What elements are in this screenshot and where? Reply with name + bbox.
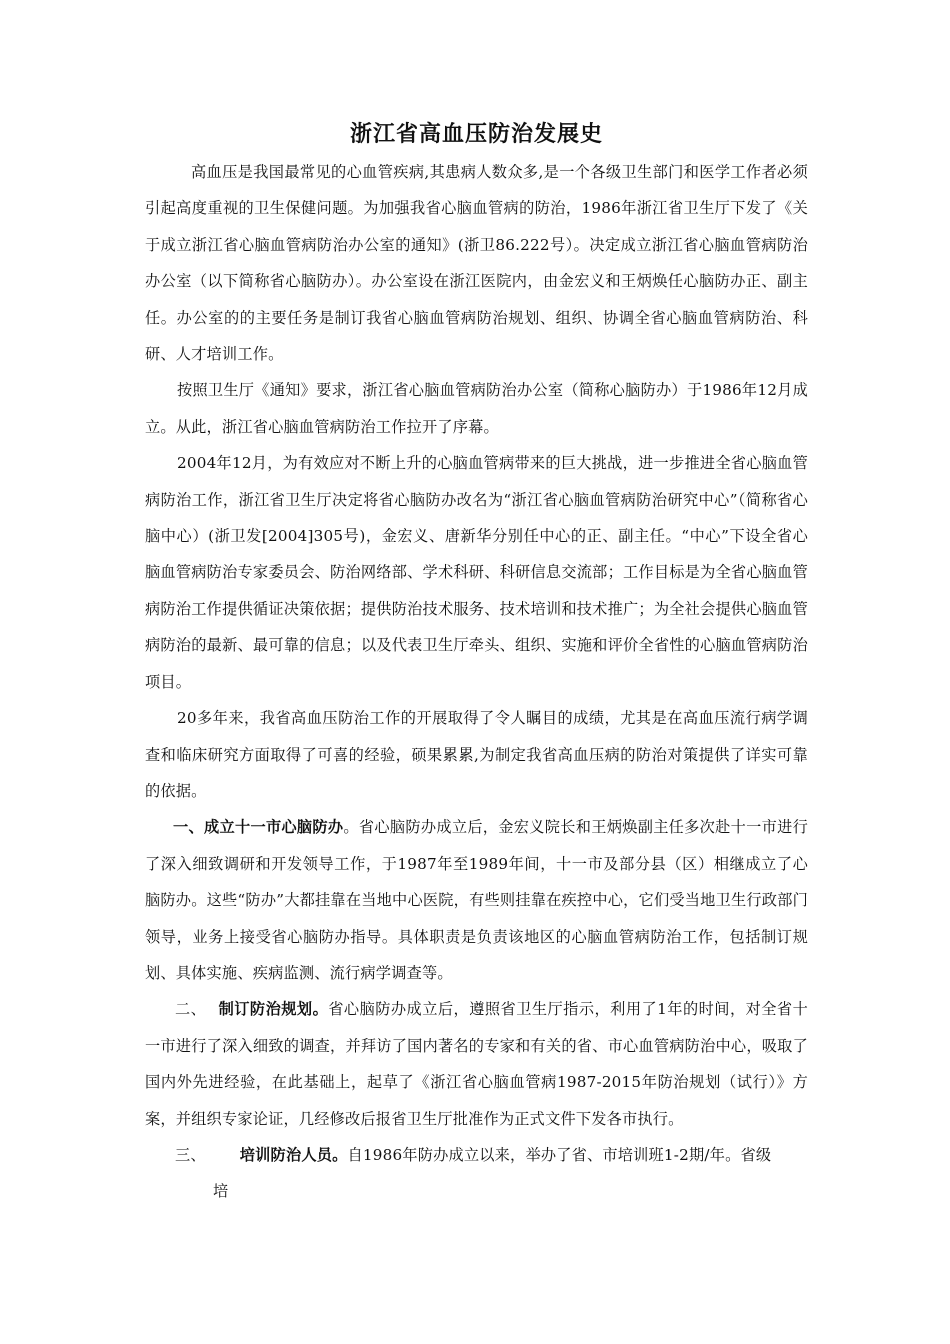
section-one-body: 省心脑防办成立后，金宏义院长和王炳焕副主任多次赴十一市进行了深入细致调研和开发领导工作，于1987年至1989年间，十一市及部分县（区）相继成立了心脑防办。这些“防办”大都挂靠在当地中心医院，有些则挂靠在疾控中心，它们受当地卫生行政部门领导，业务上接受省心脑防办指导。具体职责是负责该地区的心脑血管病防治工作，包括制订规划、具体实施、疾病监测、流行病学调查等。 [145,818,808,982]
trailing-text: 培 [213,1182,229,1201]
section-one-heading: 一、成立十一市心脑防办 [173,818,344,837]
section-two [145,991,808,1137]
section-three-heading: 培训防治人员。 [239,1145,348,1164]
paragraph-intro: 高血压是我国最常见的心血管疾病,其患病人数众多,是一个各级卫生部门和医学工作者必须引起高度重视的卫生保健问题。为加强我省心脑血管病的防治，1986年浙江省卫生厅下发了《关于成立浙江省心脑血管病防治办公室的通知》(浙卫86.222号）。决定成立浙江省心脑血管病防治办公室（以下简称省心脑防办）。办公室设在浙江医院内，由金宏义和王炳焕任心脑防办正、副主任。办公室的的主要任务是制订我省心脑血管病防治规划、组织、协调全省心脑血管病防治、科研、人才培训工作。 [145,163,808,364]
section-one-separator: 。 [343,818,359,837]
paragraph-achievements: 20多年来，我省高血压防治工作的开展取得了令人瞩目的成绩，尤其是在高血压流行病学调查和临床研究方面取得了可喜的经验，硕果累累,为制定我省高血压病的防治对策提供了详实可靠的依据。 [145,709,808,800]
section-one [145,809,808,991]
section-three-number: 三、 [175,1145,206,1164]
paragraph-rename-2004: 2004年12月，为有效应对不断上升的心脑血管病带来的巨大挑战，进一步推进全省心脑血管病防治工作，浙江省卫生厅决定将省心脑防办改名为“浙江省心脑血管病防治研究中心”（简称省心脑中心）(浙卫发[2004]305号)，金宏义、唐新华分别任中心的正、副主任。“中心”下设全省心脑血管病防治专家委员会、防治网络部、学术科研、科研信息交流部；工作目标是为全省心脑血管病防治工作提供循证决策依据；提供防治技术服务、技术培训和技术推广；为全社会提供心脑血管病防治的最新、最可靠的信息；以及代表卫生厅牵头、组织、实施和评价全省性的心脑血管病防治项目。 [145,454,808,691]
document-title: 浙江省高血压防治发展史 [349,121,603,147]
section-two-heading: 制订防治规划。 [218,1000,329,1019]
paragraph-establishment: 按照卫生厅《通知》要求，浙江省心脑血管病防治办公室（简称心脑防办）于1986年12月成立。从此，浙江省心脑血管病防治工作拉开了序幕。 [145,381,808,436]
section-three-body: 自1986年防办成立以来，举办了省、市培训班1-2期/年。省级 [347,1145,772,1164]
document-page [145,118,808,1205]
section-two-body: 省心脑防办成立后，遵照省卫生厅指示，利用了1年的时间，对全省十一市进行了深入细致的调查，并拜访了国内著名的专家和有关的省、市心血管病防治中心，吸取了国内外先进经验，在此基础上，起草了《浙江省心脑血管病1987-2015年防治规划（试行）》方案，并组织专家论证，几经修改后报省卫生厅批准作为正式文件下发各市执行。 [145,1000,808,1128]
section-two-number: 二、 [175,1000,207,1019]
section-three [145,1137,808,1173]
